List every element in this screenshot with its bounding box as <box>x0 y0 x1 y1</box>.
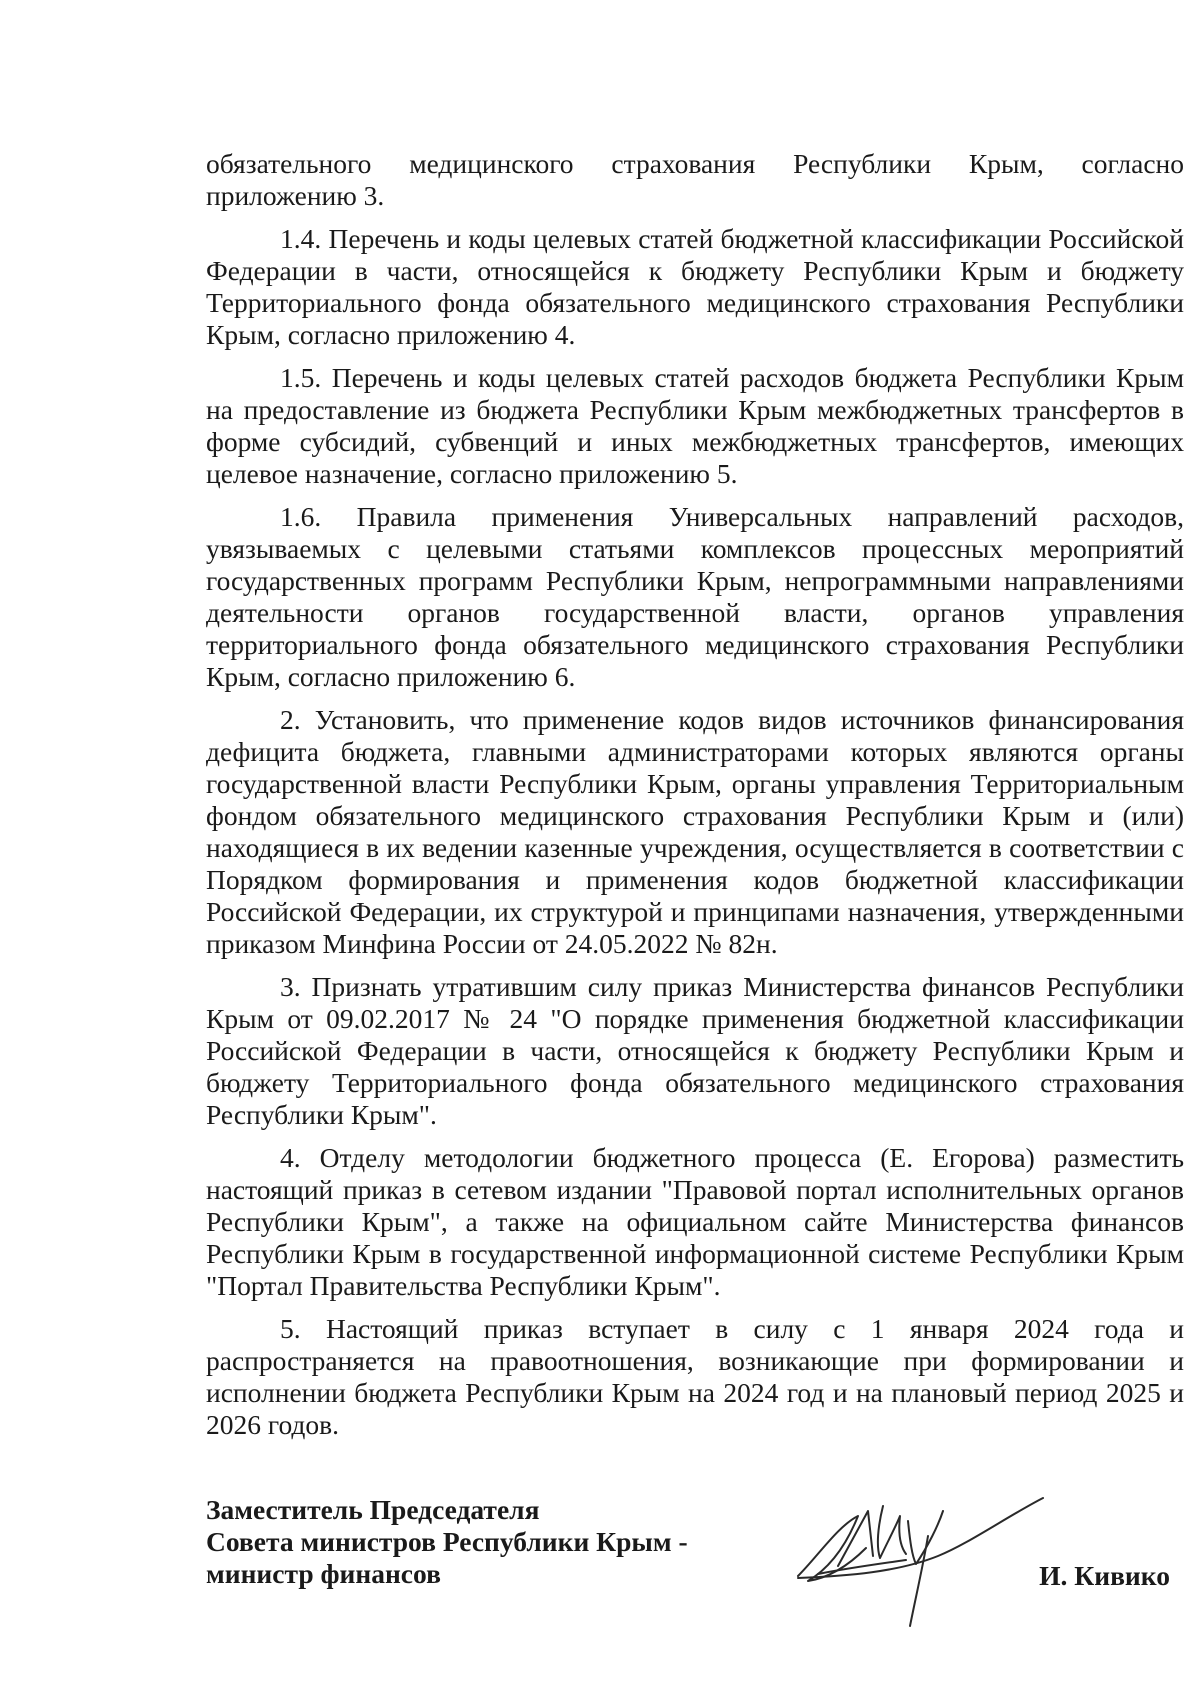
paragraph-1-4: 1.4. Перечень и коды целевых статей бюджетной классификации Российской Федерации в части, относящейся к бюджету Республики Крым и бюджету Территориального фонда обязательного медицинского страхования Республики Крым, согласно приложению 4. <box>206 223 1184 350</box>
paragraph-2: 2. Установить, что применение кодов видов источников финансирования дефицита бюджета, главными администраторами которых являются органы государственной власти Республики Крым, органы управления Территориальным фондом обязательного медицинского страхования Республики Крым и (или) находящиеся в их ведении казенные учреждения, осуществляется в соответствии с Порядком формирования и применения кодов бюджетной классификации Российской Федерации, их структурой и принципами назначения, утвержденными приказом Минфина России от 24.05.2022 № 82н. <box>206 704 1184 959</box>
paragraph-3: 3. Признать утратившим силу приказ Министерства финансов Республики Крым от 09.02.2017 № 24 "О порядке применения бюджетной классификации Российской Федерации в части, относящейся к бюджету Республики Крым и бюджету Территориального фонда обязательного медицинского страхования Республики Крым". <box>206 971 1184 1130</box>
paragraph-1-5: 1.5. Перечень и коды целевых статей расходов бюджета Республики Крым на предоставление из бюджета Республики Крым межбюджетных трансфертов в форме субсидий, субвенций и иных межбюджетных трансфертов, имеющих целевое назначение, согласно приложению 5. <box>206 362 1184 489</box>
signatory-position <box>206 1494 688 1590</box>
paragraph-continuation: обязательного медицинского страхования Республики Крым, согласно приложению 3. <box>206 148 1184 211</box>
position-line: Заместитель Председателя <box>206 1494 540 1525</box>
paragraph-4: 4. Отделу методологии бюджетного процесса (Е. Егорова) разместить настоящий приказ в сетевом издании "Правовой портал исполнительных органов Республики Крым", а также на официальном сайте Министерства финансов Республики Крым в государственной информационной системе Республики Крым "Портал Правительства Республики Крым". <box>206 1142 1184 1301</box>
paragraph-5: 5. Настоящий приказ вступает в силу с 1 января 2024 года и распространяется на правоотношения, возникающие при формировании и исполнении бюджета Республики Крым на 2024 год и на плановый период 2025 и 2026 годов. <box>206 1313 1184 1440</box>
document-body <box>206 148 1184 1452</box>
position-line: министр финансов <box>206 1558 441 1589</box>
signer-name: И. Кивико <box>1039 1560 1170 1591</box>
position-line: Совета министров Республики Крым - <box>206 1526 688 1557</box>
paragraph-1-6: 1.6. Правила применения Универсальных направлений расходов, увязываемых с целевыми статьями комплексов процессных мероприятий государственных программ Республики Крым, непрограммными направлениями деятельности органов государственной власти, органов управления территориального фонда обязательного медицинского страхования Республики Крым, согласно приложению 6. <box>206 501 1184 692</box>
handwritten-signature <box>788 1486 1048 1636</box>
